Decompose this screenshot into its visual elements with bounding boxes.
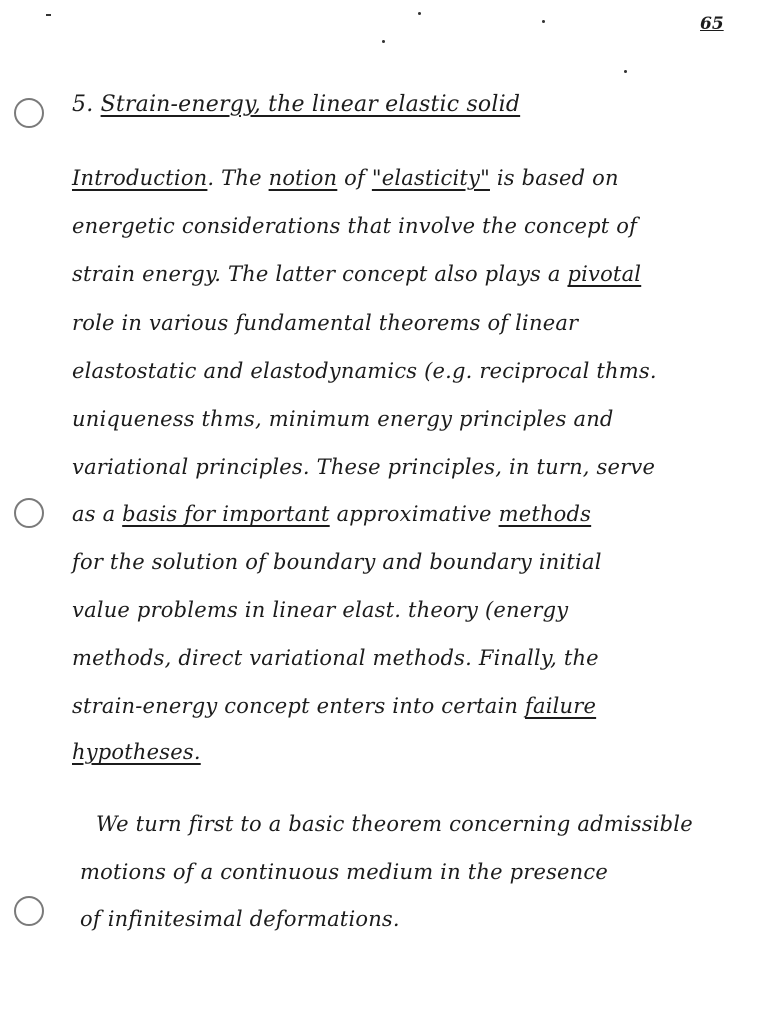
failure-term: failure [525,694,597,718]
page-number: 65 [700,14,724,34]
text-line: elastostatic and elastodynamics (e.g. reciprocal thms. [72,359,657,383]
text-line: of infinitesimal deformations. [80,907,400,931]
section-title: Strain-energy, the linear elastic solid [100,92,521,117]
text-line: uniqueness thms, minimum energy principles and [72,407,614,431]
section-number: 5. [72,92,94,117]
basis-term: basis for important [122,502,330,526]
text-line: motions of a continuous medium in the presence [80,860,608,884]
introduction-label: Introduction [72,166,208,190]
text-line: Introduction. The notion of "elasticity" is based on [72,166,619,190]
text-line: variational principles. These principles, in turn, serve [72,455,656,479]
methods-term: methods [498,502,592,526]
scan-speck [418,12,421,15]
text-line: methods, direct variational methods. Finally, the [72,646,599,670]
notion-term: notion [268,166,338,190]
elasticity-term: "elasticity" [371,166,490,190]
text-line: strain energy. The latter concept also plays a pivotal [72,262,642,286]
text-line: energetic considerations that involve the concept of [72,214,638,238]
scan-speck [624,70,627,73]
binder-hole-icon [14,498,44,528]
text-line: We turn first to a basic theorem concerning admissible [96,812,693,836]
text-line: role in various fundamental theorems of linear [72,311,579,335]
scan-speck [382,40,385,43]
text-line: as a basis for important approximative methods [72,502,592,526]
section-heading [72,92,520,117]
pivotal-term: pivotal [567,262,642,286]
binder-hole-icon [14,98,44,128]
text-line: for the solution of boundary and boundary initial [72,550,602,574]
binder-hole-icon [14,896,44,926]
hypotheses-term: hypotheses. [72,740,201,764]
text-line: value problems in linear elast. theory (energy [72,598,569,622]
text-line: strain-energy concept enters into certain failure [72,694,597,718]
scan-speck [46,14,51,16]
scan-speck [542,20,545,23]
